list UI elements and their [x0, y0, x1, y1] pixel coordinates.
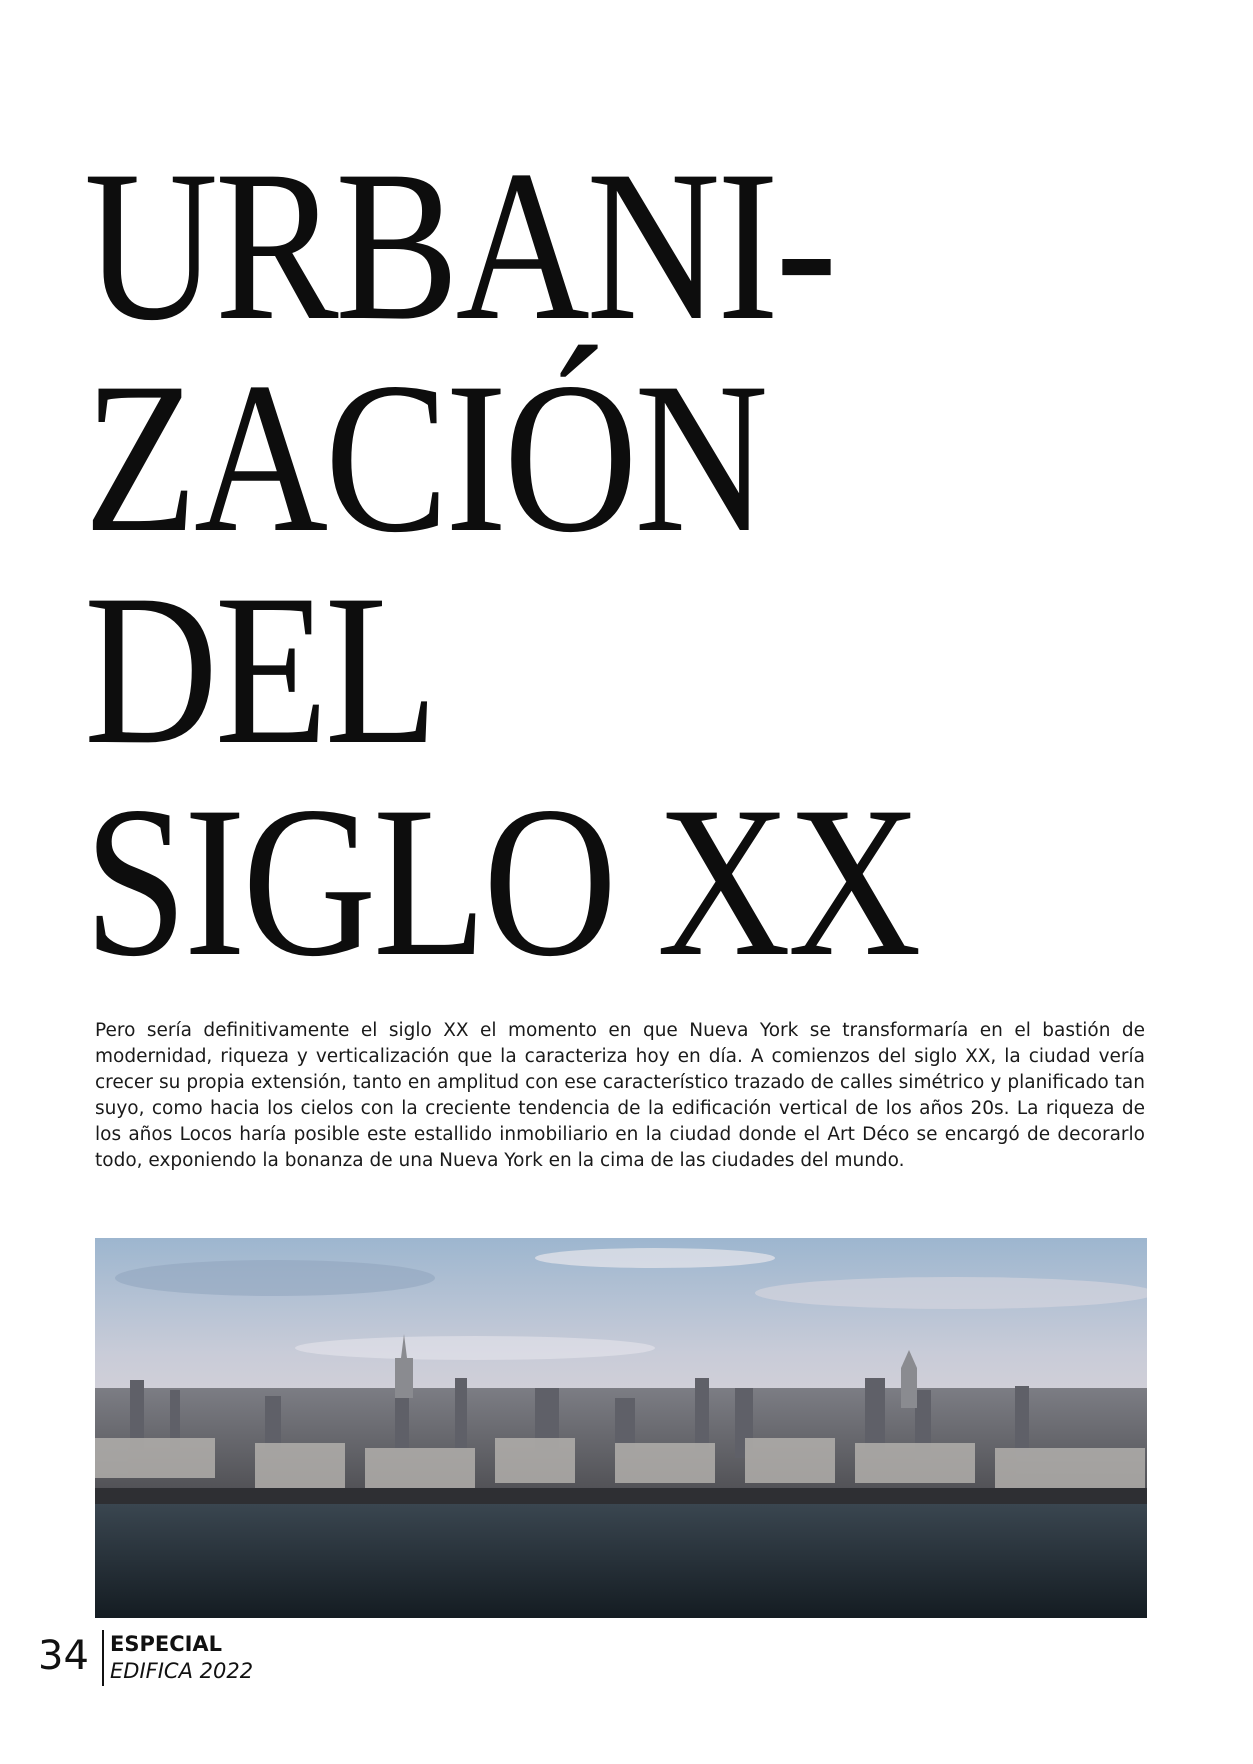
section-label: ESPECIAL	[110, 1632, 223, 1656]
headline-line-4: SIGLO XX	[84, 762, 919, 1001]
headline-line-2: ZACIÓN	[84, 338, 766, 577]
article-body: Pero sería definitivamente el siglo XX el momento en que Nueva York se transformaría en el bastión de modernidad, riqueza y verticalización que la caracteriza hoy en día. A comienzos del siglo XX, la ciudad vería crecer su propia extensión, tanto en amplitud con ese característico trazado de calles simétrico y planificado tan suyo, como hacia los cielos con la creciente tendencia de la edificación vertical de los años 20s. La riqueza de los años Locos haría posible este estallido inmobiliario en la ciudad donde el Art Déco se encargó de decorarlo todo, exponiendo la bonanza de una Nueva York en la cima de las ciudades del mundo.	[95, 1020, 1145, 1171]
article-headline	[84, 126, 1030, 1001]
nyc-skyline-photo	[95, 1238, 1147, 1618]
page-number: 34	[38, 1633, 89, 1679]
headline-line-3: DEL	[84, 550, 435, 789]
issue-label: EDIFICA 2022	[110, 1659, 254, 1683]
footer-divider	[102, 1630, 104, 1686]
headline-line-1: URBANI-	[84, 126, 834, 365]
skyline-illustration	[95, 1238, 1147, 1618]
